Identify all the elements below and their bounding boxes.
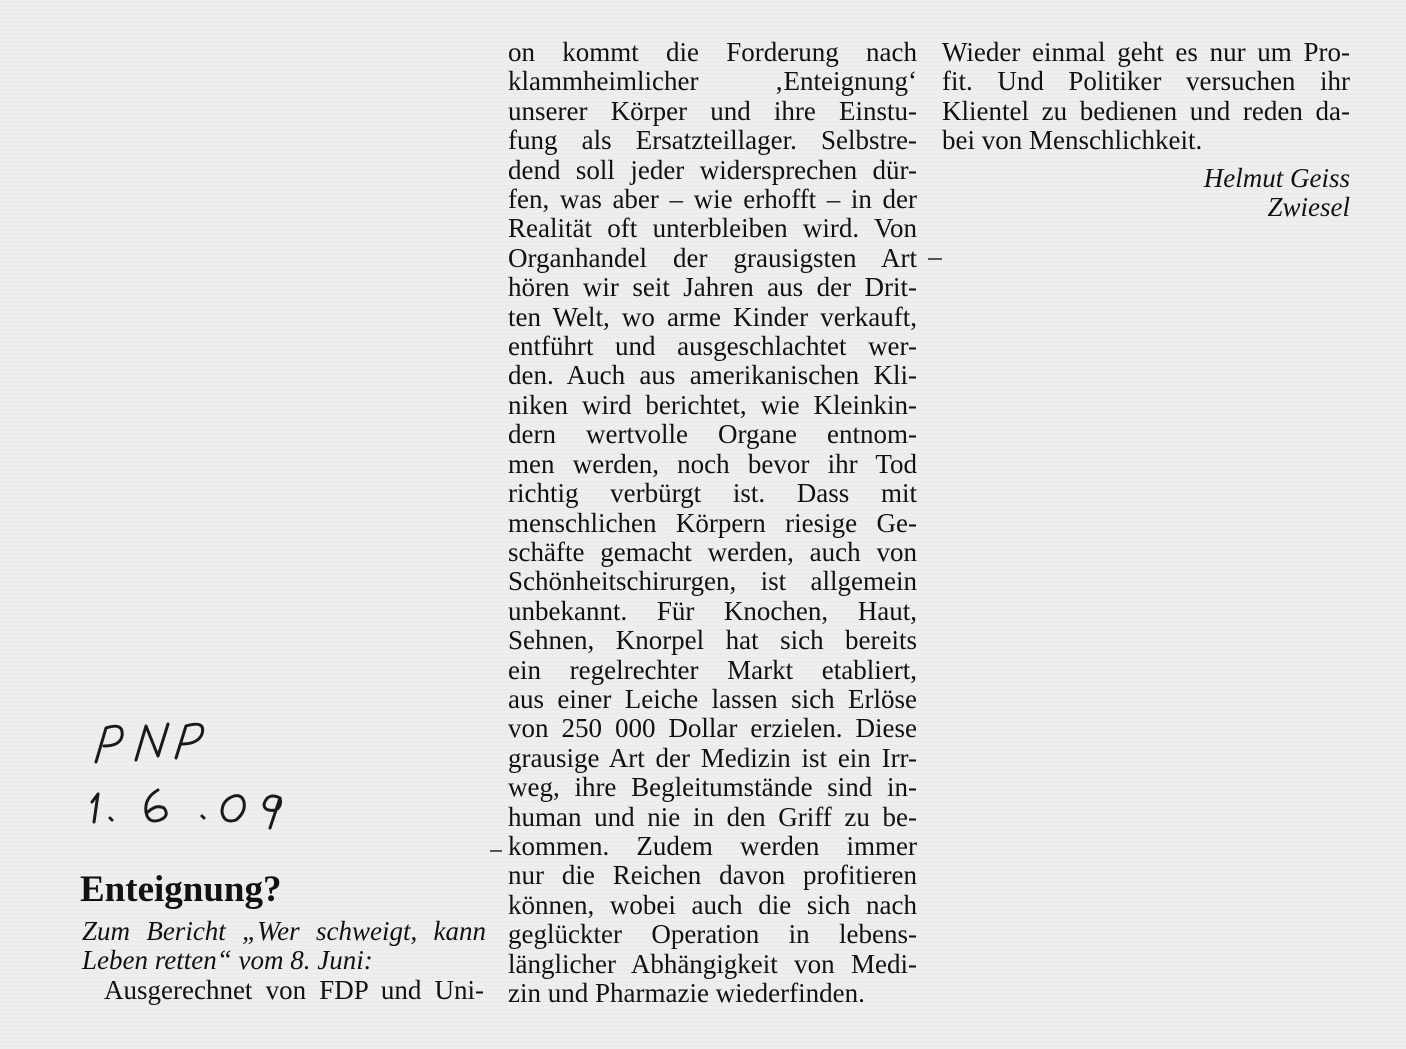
text-line: human und nie in den Griff zu be- <box>508 801 917 832</box>
text-line: Klientel zu bedienen und reden da- <box>942 95 1350 126</box>
text-line: aus einer Leiche lassen sich Erlöse <box>508 683 917 714</box>
text-line: ein regelrechter Markt etabliert, <box>508 654 917 685</box>
text-line: Schönheitschirurgen, ist allgemein <box>508 566 917 597</box>
text-line: schäfte gemacht werden, auch von <box>508 536 917 567</box>
text-line: dern wertvolle Organe entnom- <box>508 419 917 450</box>
scan-mark <box>928 258 942 260</box>
text-line: men werden, noch bevor ihr Tod <box>508 448 917 479</box>
text-line: zin und Pharmazie wiederfinden. <box>508 978 865 1008</box>
text-line: kommen. Zudem werden immer <box>508 830 917 861</box>
text-line: geglückter Operation in lebens- <box>508 919 917 950</box>
handwritten-note <box>84 697 314 832</box>
text-line: niken wird berichtet, wie Kleinkin- <box>508 389 917 420</box>
text-line: nur die Reichen davon profitieren <box>508 860 917 891</box>
text-line: fen, was aber – wie erhofft – in der <box>508 184 917 215</box>
signature-name: Helmut Geiss <box>1203 163 1350 193</box>
subhead-line: Leben retten“ vom 8. Juni: <box>82 945 373 975</box>
article-subhead <box>82 917 486 975</box>
article-column-1 <box>82 976 484 1005</box>
text-line: länglicher Abhängigkeit von Medi- <box>508 948 917 979</box>
subhead-line: Zum Bericht „Wer schweigt, kann <box>82 916 486 946</box>
text-line: Ausgerechnet von FDP und Uni- <box>104 975 484 1005</box>
text-line: von 250 000 Dollar erzielen. Diese <box>508 713 917 744</box>
text-line: hören wir seit Jahren aus der Drit- <box>508 272 917 303</box>
article-headline: Enteignung? <box>80 869 282 910</box>
text-line: entführt und ausgeschlachtet wer- <box>508 331 917 362</box>
text-line: menschlichen Körpern riesige Ge- <box>508 507 917 538</box>
svg-text:PNP: PNP <box>84 697 120 716</box>
text-line: unbekannt. Für Knochen, Haut, <box>508 595 917 626</box>
text-line: on kommt die Forderung nach <box>508 37 917 67</box>
text-line: unserer Körper und ihre Einstu- <box>508 95 917 126</box>
text-line: bei von Menschlichkeit. <box>942 125 1203 156</box>
text-line: Wieder einmal geht es nur um Pro- <box>942 37 1350 67</box>
text-line: fit. Und Politiker versuchen ihr <box>942 66 1350 97</box>
article-column-3 <box>942 38 1350 156</box>
text-line: fung als Ersatzteillager. Selbstre- <box>508 125 917 156</box>
scan-mark <box>490 850 502 852</box>
text-line: den. Auch aus amerikanischen Kli- <box>508 360 917 391</box>
text-line: richtig verbürgt ist. Dass mit <box>508 478 917 509</box>
signature-city: Zwiesel <box>1267 192 1350 222</box>
text-line: können, wobei auch die sich nach <box>508 889 917 920</box>
article-column-2 <box>508 38 917 1008</box>
text-line: Organhandel der grausigsten Art <box>508 242 917 273</box>
text-line: dend soll jeder widersprechen dür- <box>508 154 917 185</box>
text-line: weg, ihre Begleitumstände sind in- <box>508 772 917 803</box>
text-line: Sehnen, Knorpel hat sich bereits <box>508 625 917 656</box>
text-line: klammheimlicher ‚Enteignung‘ <box>508 66 917 97</box>
text-line: grausige Art der Medizin ist ein Irr- <box>508 742 917 773</box>
text-line: ten Welt, wo arme Kinder verkauft, <box>508 301 917 332</box>
text-line: Realität oft unterbleiben wird. Von <box>508 213 917 244</box>
